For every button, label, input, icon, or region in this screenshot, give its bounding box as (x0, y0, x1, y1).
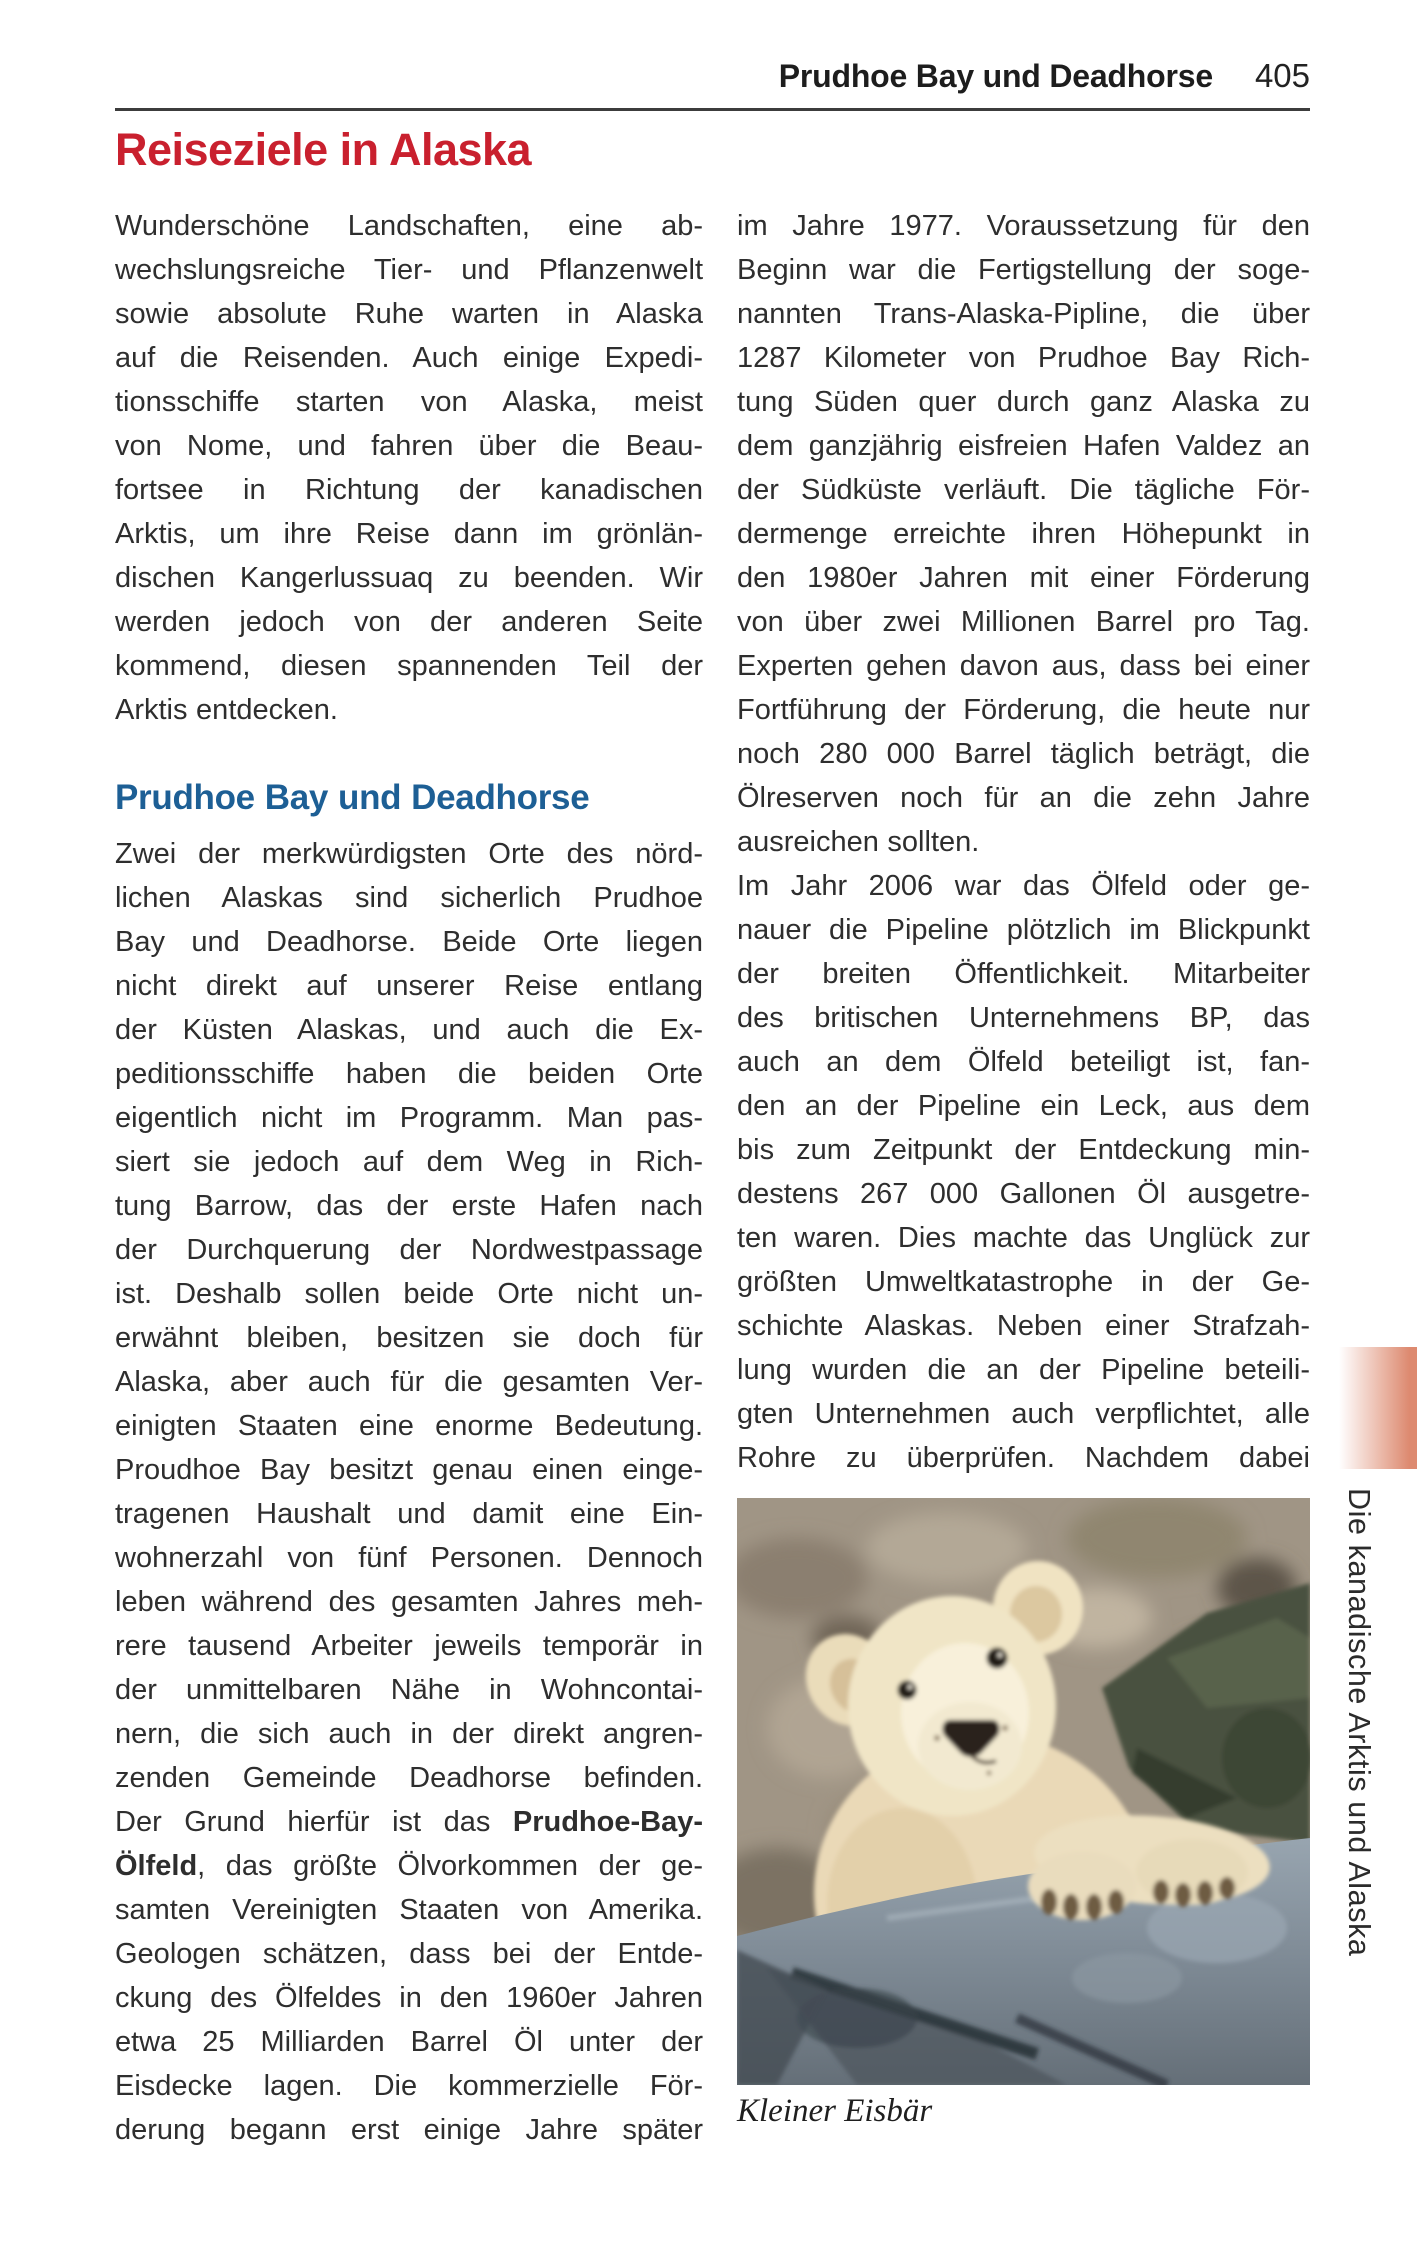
header-rule (115, 108, 1310, 111)
section-subheading: Prudhoe Bay und Deadhorse (115, 778, 590, 817)
section-color-tab (1339, 1347, 1417, 1469)
paragraph-prudhoe: Zwei der merkwürdigsten Orte des nörd- lichen Alaskas sind sicherlich Prudhoe Bay und Deadhorse. Beide Orte liegen nicht direkt auf unserer Reise entlang der Küsten Alaskas, und auch die Ex- peditionsschiffe haben die beiden Orte eigentlich nicht im Programm. Man pas- siert sie jedoch auf dem Weg in Rich- tung Barrow, das der erste Hafen nach der Durchquerung der Nordwestpassage ist. Deshalb sollen beide Orte nicht un- erwähnt bleiben, besitzen sie doch für Alaska, aber auch für die gesamten Ver- einigten Staaten eine enorme Bedeutung. Proudhoe Bay besitzt genau einen einge- tragenen Haushalt und damit eine Ein- wohnerzahl von fünf Personen. Dennoch leben während des gesamten Jahres meh- rere tausend Arbeiter jeweils temporär in der unmittelbaren Nähe in Wohncontai- nern, die sich auch in der direkt angren- zenden Gemeinde Deadhorse befinden. Der Grund hierfür ist das Prudhoe-Bay- Ölfeld, das größte Ölvorkommen der ge- samten Vereinigten Staaten von Amerika. Geologen schätzen, dass bei der Entde- ckung des Ölfeldes in den 1960er Jahren etwa 25 Milliarden Barrel Öl unter der Eisdecke lagen. Die kommerzielle För- derung begann erst einige Jahre später (115, 838, 703, 2146)
page-title: Reiseziele in Alaska (115, 124, 532, 175)
running-header-section-title: Prudhoe Bay und Deadhorse (778, 58, 1213, 94)
photo-caption: Kleiner Eisbär (737, 2093, 933, 2129)
polar-bear-photo (737, 1498, 1310, 2085)
paragraph-leak: Im Jahr 2006 war das Ölfeld oder ge- nauer die Pipeline plötzlich im Blickpunkt der breiten Öffentlichkeit. Mitarbeiter des britischen Unternehmens BP, das auch an dem Ölfeld beteiligt ist, fan- den an der Pipeline ein Leck, aus dem bis zum Zeitpunkt der Entdeckung min- destens 267 000 Gallonen Öl ausgetre- ten waren. Dies machte das Unglück zur größten Umweltkatastrophe in der Ge- schichte Alaskas. Neben einer Strafzah- lung wurden die an der Pipeline beteili- gten Unternehmen auch verpflichtet, alle Rohre zu überprüfen. Nachdem dabei (737, 870, 1310, 1474)
running-header (779, 57, 1310, 95)
left-text-column (115, 204, 703, 2152)
polar-bear-illustration (737, 1498, 1310, 2085)
right-text-column (737, 204, 1310, 1480)
page-number: 405 (1254, 57, 1310, 94)
paragraph-intro: Wunderschöne Landschaften, eine ab- wechslungsreiche Tier- und Pflanzenwelt sowie absolute Ruhe warten in Alaska auf die Reisenden. Auch einige Expedi- tionsschiffe starten von Alaska, meist von Nome, und fahren über die Beau- fortsee in Richtung der kanadischen Arktis, um ihre Reise dann im grönlän- dischen Kangerlussuaq zu beenden. Wir werden jedoch von der anderen Seite kommend, diesen spannenden Teil der Arktis entdecken. (115, 210, 703, 726)
vertical-section-label: Die kanadische Arktis und Alaska (1342, 1488, 1376, 1957)
paragraph-pipeline: im Jahre 1977. Voraussetzung für den Beginn war die Fertigstellung der soge- nannten Trans-Alaska-Pipline, die über 1287 Kilometer von Prudhoe Bay Rich- tung Süden quer durch ganz Alaska zu dem ganzjährig eisfreien Hafen Valdez an der Südküste verläuft. Die tägliche För- dermenge erreichte ihren Höhepunkt in den 1980er Jahren mit einer Förderung von über zwei Millionen Barrel pro Tag. Experten gehen davon aus, dass bei einer Fortführung der Förderung, die heute nur noch 280 000 Barrel täglich beträgt, die Ölreserven noch für an die zehn Jahre ausreichen sollten. (737, 210, 1310, 858)
